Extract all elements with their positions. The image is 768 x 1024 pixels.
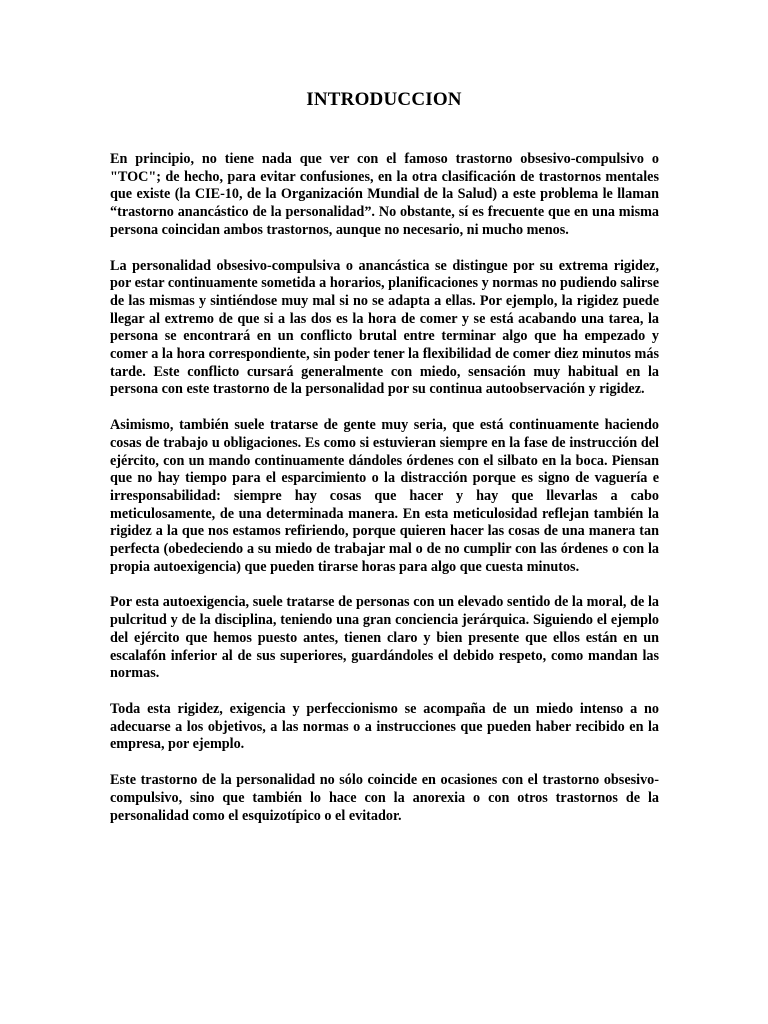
paragraph: Por esta autoexigencia, suele tratarse de personas con un elevado sentido de la moral, de la pulcritud y de la disciplina, teniendo una gran conciencia jerárquica. Siguiendo el ejemplo del ejército que hemos puesto antes, tienen claro y bien presente que ellos están en un escalafón inferior al de sus superiores, guardándoles el debido respeto, como mandan las normas. <box>110 594 659 682</box>
paragraph: La personalidad obsesivo-compulsiva o anancástica se distingue por su extrema rigidez, por estar continuamente sometida a horarios, planificaciones y normas no pudiendo salirse de las mismas y sintiéndose muy mal si no se adapta a ellas. Por ejemplo, la rigidez puede llegar al extremo de que si a las dos es la hora de comer y se está acabando una tarea, la persona se encontrará en un conflicto brutal entre terminar algo que ha empezado y comer a la hora correspondiente, sin poder tener la flexibilidad de comer diez minutos más tarde. Este conflicto cursará generalmente con miedo, sensación muy habitual en la persona con este trastorno de la personalidad por su continua autoobservación y rigidez. <box>110 257 659 398</box>
document-title: INTRODUCCION <box>306 89 462 110</box>
document-body <box>110 151 659 843</box>
paragraph: En principio, no tiene nada que ver con el famoso trastorno obsesivo-compulsivo o "TOC"; de hecho, para evitar confusiones, en la otra clasificación de trastornos mentales que existe (la CIE-10, de la Organización Mundial de la Salud) a este problema le llaman “trastorno anancástico de la personalidad”. No obstante, sí es frecuente que en una misma persona coincidan ambos trastornos, aunque no necesario, ni mucho menos. <box>110 151 659 238</box>
paragraph: Este trastorno de la personalidad no sólo coincide en ocasiones con el trastorno obsesivo-compulsivo, sino que también lo hace con la anorexia o con otros trastornos de la personalidad como el esquizotípico o el evitador. <box>110 772 659 824</box>
paragraph: Toda esta rigidez, exigencia y perfeccionismo se acompaña de un miedo intenso a no adecuarse a los objetivos, a las normas o a instrucciones que pueden haber recibido en la empresa, por ejemplo. <box>110 700 659 753</box>
paragraph: Asimismo, también suele tratarse de gente muy seria, que está continuamente haciendo cosas de trabajo u obligaciones. Es como si estuvieran siempre en la fase de instrucción del ejército, con un mando continuamente dándoles órdenes con el silbato en la boca. Piensan que no hay tiempo para el esparcimiento o la distracción porque es signo de vaguería e irresponsabilidad: siempre hay cosas que hacer y hay que llevarlas a cabo meticulosamente, de una determinada manera. En esta meticulosidad reflejan también la rigidez a la que nos estamos refiriendo, porque quieren hacer las cosas de una manera tan perfecta (obedeciendo a su miedo de trabajar mal o de no cumplir con las órdenes o con la propia autoexigencia) que pueden tirarse horas para algo que cuesta minutos. <box>110 417 659 575</box>
